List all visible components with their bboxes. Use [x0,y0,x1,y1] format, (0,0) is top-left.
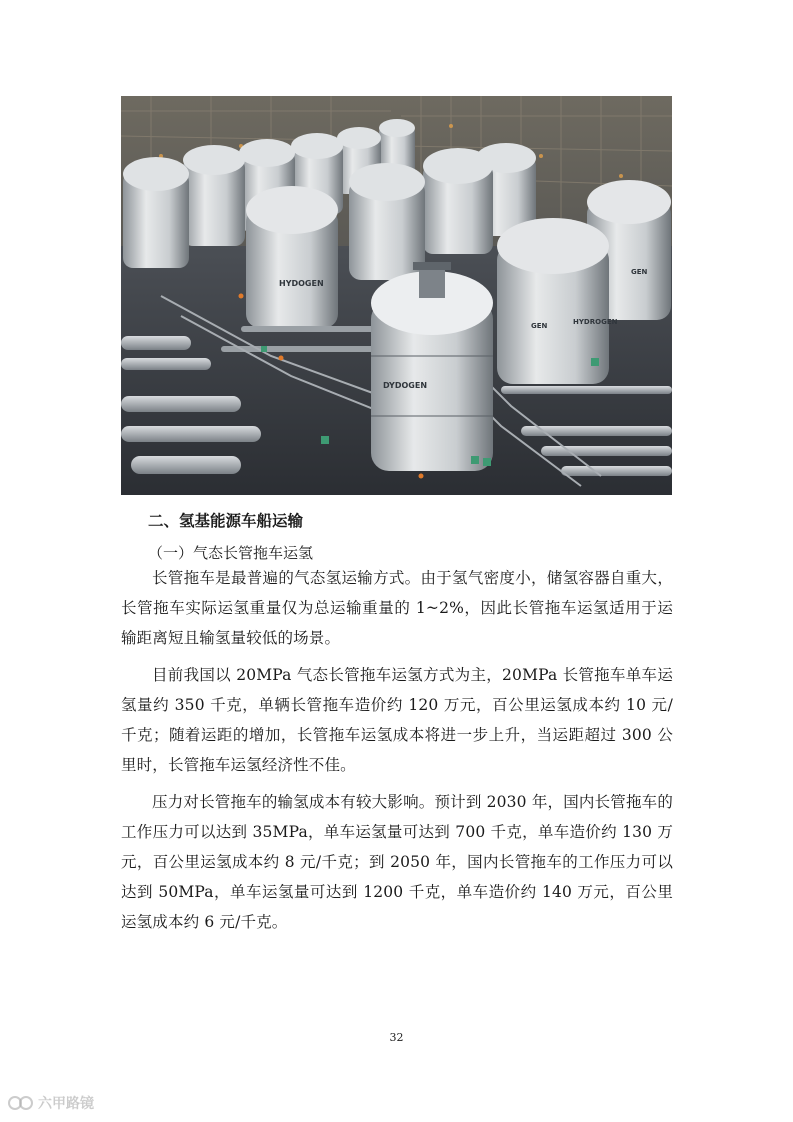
page-number: 32 [389,1031,404,1044]
svg-text:DYDOGEN: DYDOGEN [383,381,428,390]
svg-text:HYDOGEN: HYDOGEN [279,279,324,288]
hydrogen-storage-tanks-image [121,96,672,495]
subsection-heading: （一）气态长管拖车运氢 [148,544,314,562]
watermark-logo-icon [8,1093,34,1113]
watermark-text: 六甲路镜 [38,1096,94,1112]
svg-text:GEN: GEN [531,322,548,330]
paragraph-2: 目前我国以 20MPa 气态长管拖车运氢方式为主，20MPa 长管拖车单车运氢量约 350 千克，单辆长管拖车造价约 120 万元，百公里运氢成本约 10 元/千克；随着运距的增加，长管拖车运氢成本将进一步上升，当运距超过 300 公里时，长管拖车运氢经济性不佳。 [121,666,673,774]
paragraph-1: 长管拖车是最普遍的气态氢运输方式。由于氢气密度小，储氢容器自重大，长管拖车实际运氢重量仅为总运输重量的 1~2%，因此长管拖车运氢适用于运输距离短且输氢量较低的场景。 [121,569,673,647]
watermark [8,1093,94,1113]
paragraph-3: 压力对长管拖车的输氢成本有较大影响。预计到 2030 年，国内长管拖车的工作压力可以达到 35MPa，单车运氢量可达到 700 千克，单车造价约 130 万元，百公里运氢成本约 8 元/千克；到 2050 年，国内长管拖车的工作压力可以达到 50MPa，单车运氢量可达到 1200 千克，单车造价约 140 万元，百公里运氢成本约 6 元/千克。 [121,793,673,931]
svg-text:HYDROGEN: HYDROGEN [573,318,618,326]
section-heading: 二、氢基能源车船运输 [148,511,304,530]
svg-text:GEN: GEN [631,268,648,276]
